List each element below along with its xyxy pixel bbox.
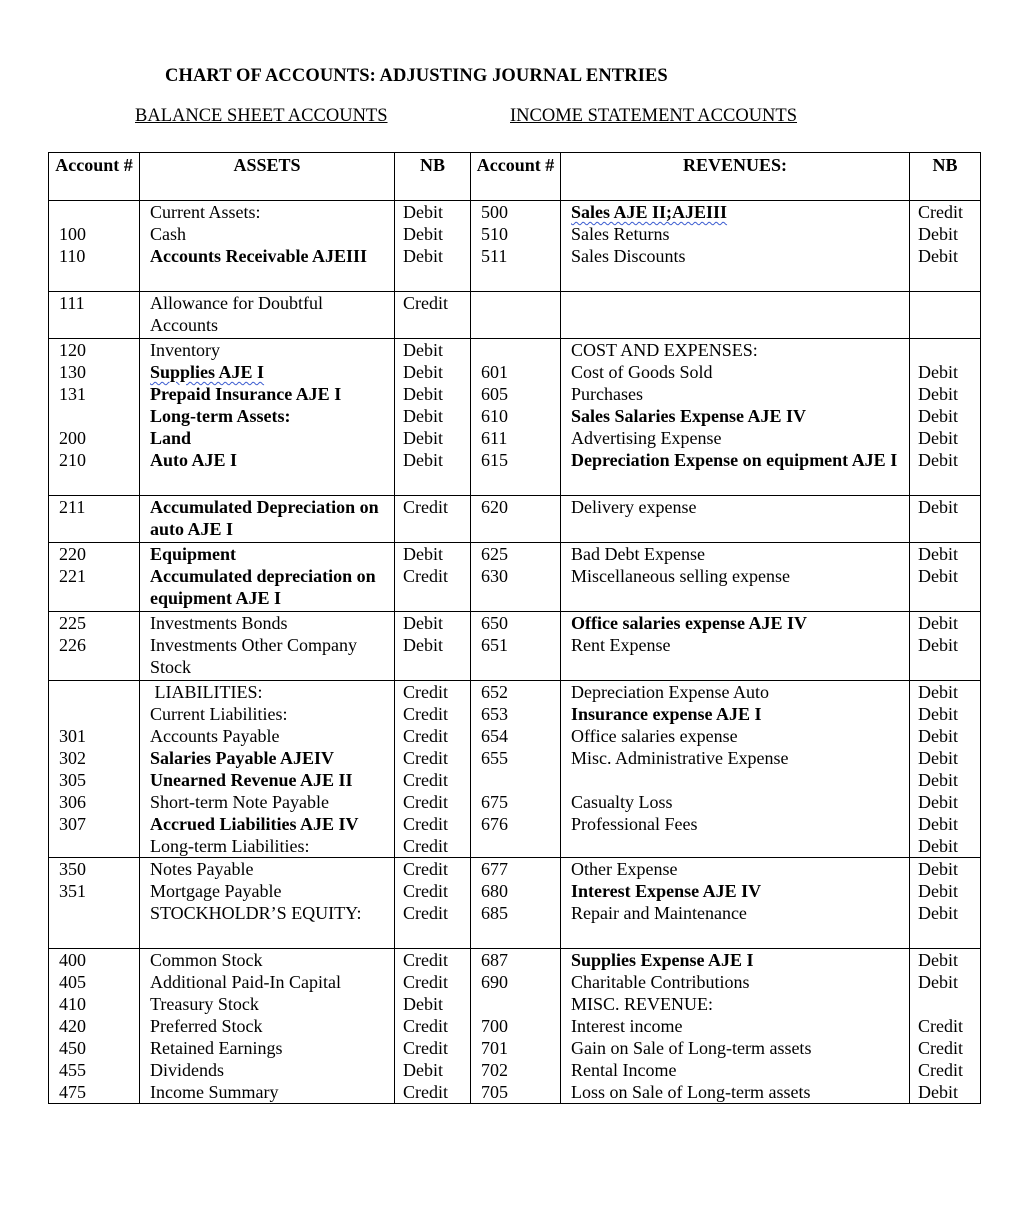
account-name: Accumulated depreciation on equipment AJE I: [140, 565, 395, 612]
table-row: [49, 427, 981, 449]
normal-balance: Debit: [910, 543, 981, 566]
account-number: [471, 993, 561, 1015]
account-name: Gain on Sale of Long-term assets: [561, 1037, 910, 1059]
normal-balance: Debit: [910, 971, 981, 993]
table-row: [49, 880, 981, 902]
normal-balance: Debit: [910, 427, 981, 449]
table-row: [49, 339, 981, 362]
account-number: 211: [49, 496, 140, 543]
normal-balance: Debit: [910, 681, 981, 704]
account-name: Current Assets:: [140, 201, 395, 224]
normal-balance: Credit: [395, 1037, 471, 1059]
account-name: Current Liabilities:: [140, 703, 395, 725]
account-number: 655: [471, 747, 561, 769]
account-name: Other Expense: [561, 858, 910, 881]
account-name: [561, 292, 910, 339]
account-number: 611: [471, 427, 561, 449]
account-name: [561, 201, 910, 224]
account-name: [561, 769, 910, 791]
normal-balance: Debit: [910, 405, 981, 427]
normal-balance: Credit: [395, 858, 471, 881]
account-number: 351: [49, 880, 140, 902]
account-name: Interest income: [561, 1015, 910, 1037]
table-row: [49, 681, 981, 704]
account-number: 100: [49, 223, 140, 245]
table-row: [49, 245, 981, 292]
account-number: 305: [49, 769, 140, 791]
account-number: 221: [49, 565, 140, 612]
chart-of-accounts-table: [48, 152, 981, 1104]
normal-balance: [910, 292, 981, 339]
normal-balance: Debit: [910, 703, 981, 725]
account-number: 307: [49, 813, 140, 835]
normal-balance: Credit: [910, 1059, 981, 1081]
normal-balance: Credit: [395, 902, 471, 949]
table-row: [49, 835, 981, 858]
account-number: [471, 292, 561, 339]
account-name: Accounts Receivable AJEIII: [140, 245, 395, 292]
normal-balance: Credit: [395, 725, 471, 747]
table-row: [49, 543, 981, 566]
table-row: [49, 725, 981, 747]
account-number: 676: [471, 813, 561, 835]
normal-balance: Debit: [395, 1059, 471, 1081]
table-row: [49, 747, 981, 769]
table-row: [49, 769, 981, 791]
account-number: 226: [49, 634, 140, 681]
account-number: 610: [471, 405, 561, 427]
normal-balance: Credit: [395, 813, 471, 835]
account-number: 455: [49, 1059, 140, 1081]
normal-balance: Debit: [395, 361, 471, 383]
table-row: [49, 949, 981, 972]
account-name: Depreciation Expense on equipment AJE I: [561, 449, 910, 496]
account-number: 690: [471, 971, 561, 993]
account-name: Miscellaneous selling expense: [561, 565, 910, 612]
account-number: 450: [49, 1037, 140, 1059]
account-name: Cost of Goods Sold: [561, 361, 910, 383]
account-name: Loss on Sale of Long-term assets: [561, 1081, 910, 1104]
normal-balance: Debit: [910, 835, 981, 858]
account-number: 675: [471, 791, 561, 813]
account-name: Supplies Expense AJE I: [561, 949, 910, 972]
table-row: [49, 1059, 981, 1081]
normal-balance: Debit: [910, 223, 981, 245]
table-row: [49, 703, 981, 725]
account-number: 702: [471, 1059, 561, 1081]
normal-balance: Debit: [910, 949, 981, 972]
normal-balance: Debit: [910, 747, 981, 769]
normal-balance: Debit: [395, 634, 471, 681]
account-number: 700: [471, 1015, 561, 1037]
account-number: 400: [49, 949, 140, 972]
account-name: [140, 361, 395, 383]
table-row: [49, 361, 981, 383]
account-number: 210: [49, 449, 140, 496]
normal-balance: Debit: [910, 245, 981, 292]
account-number: 677: [471, 858, 561, 881]
normal-balance: Debit: [910, 902, 981, 949]
table-row: [49, 292, 981, 339]
income-statement-heading: INCOME STATEMENT ACCOUNTS: [510, 106, 798, 126]
normal-balance: Debit: [910, 612, 981, 635]
account-name: Investments Bonds: [140, 612, 395, 635]
account-number: [49, 902, 140, 949]
account-number: 652: [471, 681, 561, 704]
account-name: Rent Expense: [561, 634, 910, 681]
account-name: Rental Income: [561, 1059, 910, 1081]
normal-balance: Credit: [395, 1081, 471, 1104]
normal-balance: Debit: [910, 813, 981, 835]
table-row: [49, 1037, 981, 1059]
account-name: Accumulated Depreciation on auto AJE I: [140, 496, 395, 543]
account-name: Accrued Liabilities AJE IV: [140, 813, 395, 835]
account-number: 410: [49, 993, 140, 1015]
account-number: 130: [49, 361, 140, 383]
header-normal-balance: NB: [395, 153, 471, 201]
normal-balance: Credit: [395, 1015, 471, 1037]
account-name: Investments Other Company Stock: [140, 634, 395, 681]
account-number: 120: [49, 339, 140, 362]
normal-balance: Debit: [910, 361, 981, 383]
normal-balance: Credit: [395, 565, 471, 612]
normal-balance: Debit: [910, 449, 981, 496]
header-account-number: Account #: [49, 153, 140, 201]
account-number: 405: [49, 971, 140, 993]
table-row: [49, 791, 981, 813]
account-name: Allowance for Doubtful Accounts: [140, 292, 395, 339]
account-number: 651: [471, 634, 561, 681]
normal-balance: Debit: [910, 496, 981, 543]
normal-balance: Credit: [395, 747, 471, 769]
normal-balance: Credit: [395, 791, 471, 813]
account-name: Equipment: [140, 543, 395, 566]
account-name: LIABILITIES:: [140, 681, 395, 704]
account-name: Casualty Loss: [561, 791, 910, 813]
account-name: Short-term Note Payable: [140, 791, 395, 813]
account-number: 605: [471, 383, 561, 405]
account-number: [471, 835, 561, 858]
account-name: Auto AJE I: [140, 449, 395, 496]
normal-balance: Debit: [910, 1081, 981, 1104]
normal-balance: Debit: [395, 543, 471, 566]
account-name: Salaries Payable AJEIV: [140, 747, 395, 769]
account-number: 510: [471, 223, 561, 245]
account-name: Preferred Stock: [140, 1015, 395, 1037]
account-number: 630: [471, 565, 561, 612]
account-name: Treasury Stock: [140, 993, 395, 1015]
account-name: Professional Fees: [561, 813, 910, 835]
normal-balance: Debit: [910, 791, 981, 813]
normal-balance: Credit: [395, 681, 471, 704]
table-row: [49, 1015, 981, 1037]
account-name: Depreciation Expense Auto: [561, 681, 910, 704]
account-number: 680: [471, 880, 561, 902]
account-name: Insurance expense AJE I: [561, 703, 910, 725]
account-number: 111: [49, 292, 140, 339]
account-number: [49, 835, 140, 858]
normal-balance: Credit: [395, 880, 471, 902]
account-name: Long-term Assets:: [140, 405, 395, 427]
account-name: Inventory: [140, 339, 395, 362]
normal-balance: [910, 339, 981, 362]
account-name: STOCKHOLDR’S EQUITY:: [140, 902, 395, 949]
account-number: 687: [471, 949, 561, 972]
account-number: 625: [471, 543, 561, 566]
balance-sheet-heading: BALANCE SHEET ACCOUNTS: [135, 106, 388, 126]
account-number: [49, 681, 140, 704]
table-row: [49, 449, 981, 496]
account-number: 615: [471, 449, 561, 496]
account-name: Office salaries expense AJE IV: [561, 612, 910, 635]
account-name: Sales Returns: [561, 223, 910, 245]
account-number: 475: [49, 1081, 140, 1104]
account-number: 306: [49, 791, 140, 813]
account-name: Prepaid Insurance AJE I: [140, 383, 395, 405]
table-row: [49, 993, 981, 1015]
table-row: [49, 902, 981, 949]
account-name: Income Summary: [140, 1081, 395, 1104]
table-row: [49, 858, 981, 881]
account-number: [49, 201, 140, 224]
account-number: 650: [471, 612, 561, 635]
table-row: [49, 813, 981, 835]
normal-balance: Credit: [395, 703, 471, 725]
account-name: Common Stock: [140, 949, 395, 972]
normal-balance: Debit: [910, 858, 981, 881]
normal-balance: Debit: [910, 383, 981, 405]
account-number: 131: [49, 383, 140, 405]
normal-balance: Debit: [395, 993, 471, 1015]
table-row: [49, 1081, 981, 1104]
account-number: [471, 769, 561, 791]
account-number: 705: [471, 1081, 561, 1104]
account-number: [49, 703, 140, 725]
normal-balance: Debit: [395, 223, 471, 245]
normal-balance: Debit: [395, 612, 471, 635]
account-number: 301: [49, 725, 140, 747]
account-name: Repair and Maintenance: [561, 902, 910, 949]
normal-balance: Debit: [395, 383, 471, 405]
account-name: Misc. Administrative Expense: [561, 747, 910, 769]
supplies-link-text: Supplies AJE I: [150, 362, 265, 382]
normal-balance: Credit: [395, 769, 471, 791]
account-name: Interest Expense AJE IV: [561, 880, 910, 902]
normal-balance: Credit: [395, 949, 471, 972]
table-row: [49, 612, 981, 635]
header-assets: ASSETS: [140, 153, 395, 201]
normal-balance: Debit: [910, 725, 981, 747]
normal-balance: Debit: [910, 769, 981, 791]
account-name: Unearned Revenue AJE II: [140, 769, 395, 791]
account-number: [471, 339, 561, 362]
account-number: 302: [49, 747, 140, 769]
table-row: [49, 971, 981, 993]
account-name: Sales Salaries Expense AJE IV: [561, 405, 910, 427]
sales-link-text: Sales AJE II;AJEIII: [571, 202, 728, 222]
account-number: 511: [471, 245, 561, 292]
account-number: 420: [49, 1015, 140, 1037]
table-row: [49, 565, 981, 612]
account-number: 685: [471, 902, 561, 949]
normal-balance: Debit: [395, 201, 471, 224]
normal-balance: Credit: [910, 1015, 981, 1037]
account-name: Delivery expense: [561, 496, 910, 543]
normal-balance: Credit: [910, 201, 981, 224]
account-name: Long-term Liabilities:: [140, 835, 395, 858]
account-name: Charitable Contributions: [561, 971, 910, 993]
account-name: Notes Payable: [140, 858, 395, 881]
account-number: 350: [49, 858, 140, 881]
normal-balance: Credit: [395, 292, 471, 339]
account-name: Cash: [140, 223, 395, 245]
normal-balance: Credit: [395, 835, 471, 858]
header-revenues: REVENUES:: [561, 153, 910, 201]
normal-balance: Debit: [910, 634, 981, 681]
account-name: Sales Discounts: [561, 245, 910, 292]
account-name: Dividends: [140, 1059, 395, 1081]
account-name: Purchases: [561, 383, 910, 405]
account-number: 653: [471, 703, 561, 725]
account-name: Additional Paid-In Capital: [140, 971, 395, 993]
table-row: [49, 496, 981, 543]
account-name: Accounts Payable: [140, 725, 395, 747]
normal-balance: Debit: [395, 405, 471, 427]
table-row: [49, 383, 981, 405]
account-number: 200: [49, 427, 140, 449]
account-number: [49, 405, 140, 427]
account-name: Land: [140, 427, 395, 449]
account-name: [561, 835, 910, 858]
normal-balance: Debit: [910, 880, 981, 902]
table-row: [49, 405, 981, 427]
normal-balance: Credit: [910, 1037, 981, 1059]
table-row: [49, 634, 981, 681]
normal-balance: Debit: [910, 565, 981, 612]
page-title: CHART OF ACCOUNTS: ADJUSTING JOURNAL ENTRIES: [165, 66, 668, 86]
account-number: 220: [49, 543, 140, 566]
account-number: 701: [471, 1037, 561, 1059]
account-name: Office salaries expense: [561, 725, 910, 747]
account-number: 620: [471, 496, 561, 543]
account-name: COST AND EXPENSES:: [561, 339, 910, 362]
normal-balance: Debit: [395, 427, 471, 449]
header-account-number-2: Account #: [471, 153, 561, 201]
table-row: [49, 223, 981, 245]
account-name: Retained Earnings: [140, 1037, 395, 1059]
normal-balance: [910, 993, 981, 1015]
header-normal-balance-2: NB: [910, 153, 981, 201]
account-number: 601: [471, 361, 561, 383]
normal-balance: Debit: [395, 339, 471, 362]
account-number: 654: [471, 725, 561, 747]
account-number: 225: [49, 612, 140, 635]
normal-balance: Credit: [395, 496, 471, 543]
account-name: Bad Debt Expense: [561, 543, 910, 566]
account-name: Mortgage Payable: [140, 880, 395, 902]
normal-balance: Debit: [395, 449, 471, 496]
account-name: MISC. REVENUE:: [561, 993, 910, 1015]
normal-balance: Credit: [395, 971, 471, 993]
account-name: Advertising Expense: [561, 427, 910, 449]
account-number: 500: [471, 201, 561, 224]
account-number: 110: [49, 245, 140, 292]
table-row: [49, 201, 981, 224]
normal-balance: Debit: [395, 245, 471, 292]
